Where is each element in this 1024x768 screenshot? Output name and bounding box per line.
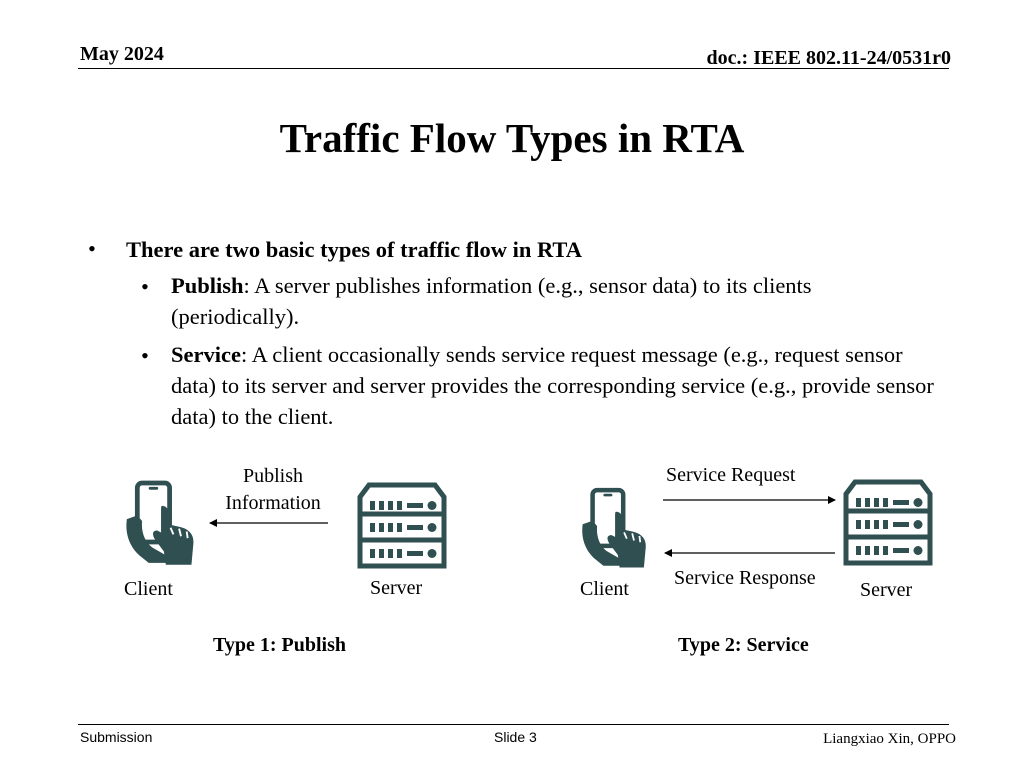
server-label: Server <box>370 577 423 599</box>
bullet-main: There are two basic types of traffic flow in RTA <box>126 237 583 262</box>
publish-info-label: Publish Information <box>225 465 321 514</box>
client-label: Client <box>580 578 629 600</box>
server-label: Server <box>860 579 913 601</box>
diagram-caption-service: Type 2: Service <box>678 634 809 656</box>
service-response-label: Service Response <box>674 567 816 589</box>
service-request-arrow <box>662 494 838 506</box>
client-label: Client <box>124 578 173 600</box>
publish-arrow <box>206 517 330 527</box>
service-request-label: Service Request <box>666 464 796 486</box>
header-date: May 2024 <box>80 43 164 65</box>
bullet-service-term: Service <box>171 342 241 367</box>
diagram-caption-publish: Type 1: Publish <box>213 634 346 656</box>
footer-divider <box>78 724 949 725</box>
server-icon <box>357 481 447 573</box>
bullet-publish <box>171 270 941 332</box>
phone-icon <box>124 478 200 566</box>
footer-author: Liangxiao Xin, OPPO <box>823 731 956 747</box>
bullet-service <box>171 339 946 432</box>
bullet-marker: • <box>141 343 149 368</box>
server-icon <box>843 478 933 570</box>
footer-submission: Submission <box>80 729 153 745</box>
service-response-arrow <box>662 547 838 559</box>
slide-title: Traffic Flow Types in RTA <box>279 115 745 161</box>
header-divider <box>78 68 949 69</box>
bullet-publish-text: : A server publishes information (e.g., sensor data) to its clients (periodically). <box>171 273 812 329</box>
bullet-service-text: : A client occasionally sends service request message (e.g., request sensor data) to its server and server provides the corresponding service (e.g., provide sensor data) to the client. <box>171 342 934 429</box>
bullet-publish-term: Publish <box>171 273 244 298</box>
bullet-marker: • <box>141 274 149 299</box>
bullet-marker: • <box>88 236 96 261</box>
phone-icon <box>580 485 652 569</box>
footer-slide-number: Slide 3 <box>494 729 537 745</box>
header-doc-id: doc.: IEEE 802.11-24/0531r0 <box>706 47 951 69</box>
